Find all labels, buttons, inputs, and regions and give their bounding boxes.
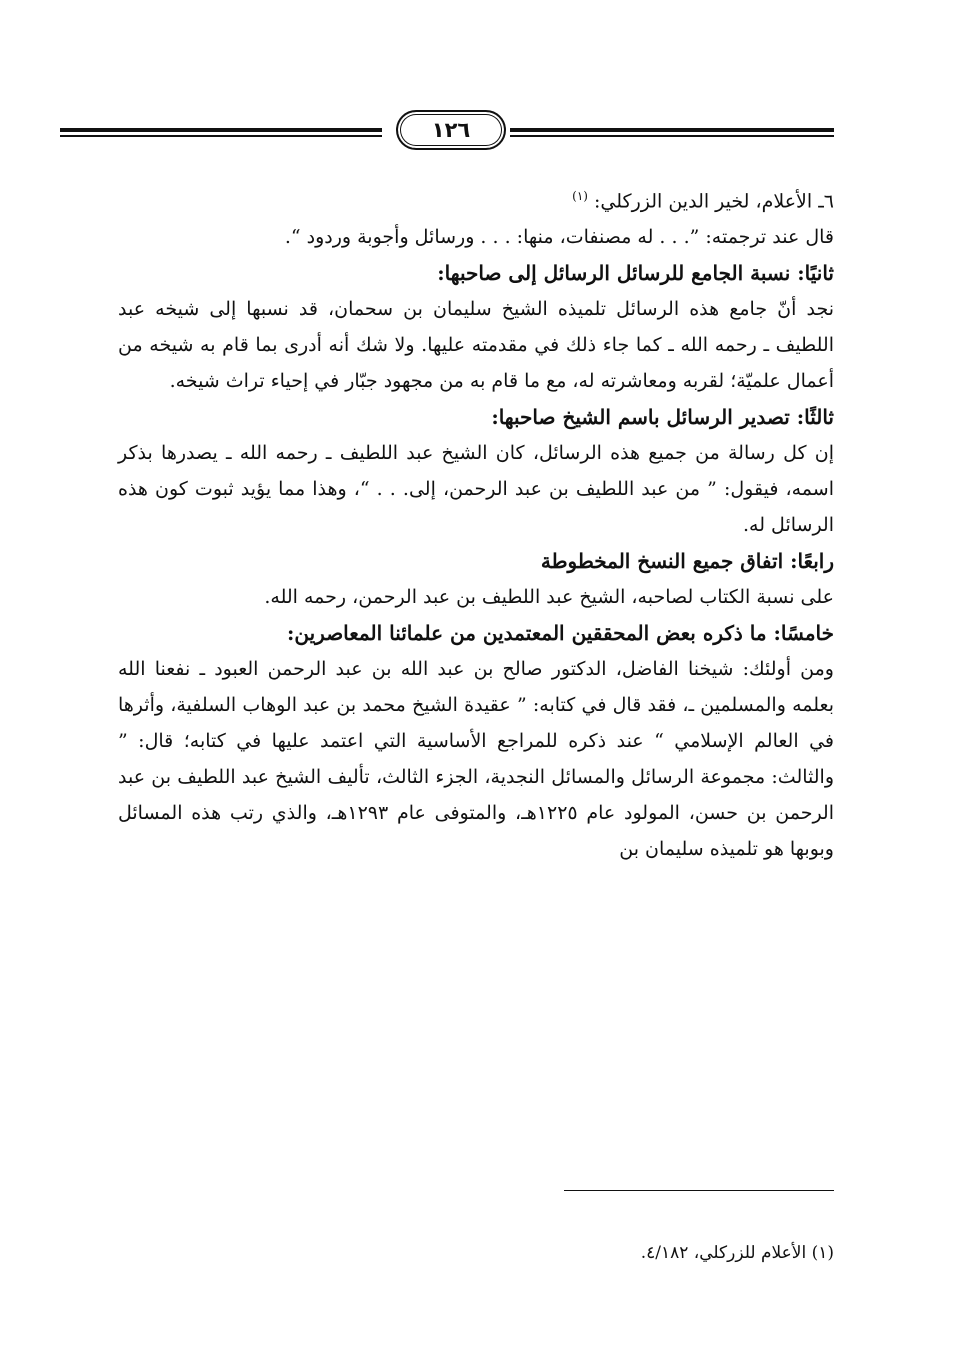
item6-quote: قال عند ترجمته: ”. . . له مصنفات، منها: . . . ورسائل وأجوبة وردود “. <box>284 226 834 249</box>
heading-second: ثانيًا: نسبة الجامع للرسائل الرسائل إلى صاحبها: <box>437 261 834 286</box>
paragraph-third: إن كل رسالة من جميع هذه الرسائل، كان الشيخ عبد اللطيف ـ رحمه الله ـ يصدرها بذكر اسمه، فيقول: ” من عبد اللطيف بن عبد الرحمن، إلى. . . “، وهذا مما يؤيد ثبوت كون هذه الرسائل له. <box>118 442 834 537</box>
page-content <box>118 178 834 1188</box>
heading-fourth: رابعًا: اتفاق جميع النسخ المخطوطة <box>540 549 834 574</box>
footnote: (١) الأعلام للزركلي، ٤/١٨٢. <box>640 1243 834 1263</box>
heading-fifth: خامسًا: ما ذكره بعض المحققين المعتمدين من علمائنا المعاصرين: <box>286 621 834 646</box>
paragraph-second: نجد أنّ جامع هذه الرسائل تلميذه الشيخ سليمان بن سحمان، قد نسبها إلى شيخه عبد اللطيف ـ رحمه الله ـ كما جاء ذلك في مقدمته عليها. ولا شك أنه أدرى بما قام به شيخه من أعمال علميّة؛ لقربه ومعاشرته له، مع ما قام به من مجهود جبّار في إحياء تراث شيخه. <box>118 298 834 393</box>
item6-line <box>118 178 834 219</box>
page-header <box>60 98 834 158</box>
footnote-ref: (١) <box>572 189 588 203</box>
paragraph-fifth: ومن أولئك: شيخنا الفاضل، الدكتور صالح بن عبد الله بن عبد الرحمن العبود ـ نفعنا الله بعلمه والمسلمين ـ، فقد قال في كتابه: ” عقيدة الشيخ محمد بن عبد الوهاب السلفية، وأثرها في العالم الإسلامي “ عند ذكره للمراجع الأساسية التي اعتمد عليها في كتابه؛ قال: ” والثالث: مجموعة الرسائل والمسائل النجدية، الجزء الثالث، تأليف الشيخ عبد اللطيف بن عبد الرحمن بن حسن، المولود عام ١٢٢٥هـ، والمتوفى عام ١٢٩٣هـ، والذي رتب هذه المسائل وبوبها هو تلميذه سليمان بن <box>118 658 835 861</box>
header-rule-left <box>60 128 382 139</box>
paragraph-fourth: على نسبة الكتاب لصاحبه، الشيخ عبد اللطيف بن عبد الرحمن، رحمه الله. <box>264 586 834 609</box>
item6-title: ٦ـ الأعلام، لخير الدين الزركلي: <box>594 190 834 213</box>
page-number: ١٢٦ <box>396 110 506 150</box>
heading-third: ثالثًا: تصدير الرسائل باسم الشيخ صاحبها: <box>491 405 834 430</box>
header-rule-right <box>510 128 834 139</box>
footnote-separator <box>564 1190 834 1191</box>
